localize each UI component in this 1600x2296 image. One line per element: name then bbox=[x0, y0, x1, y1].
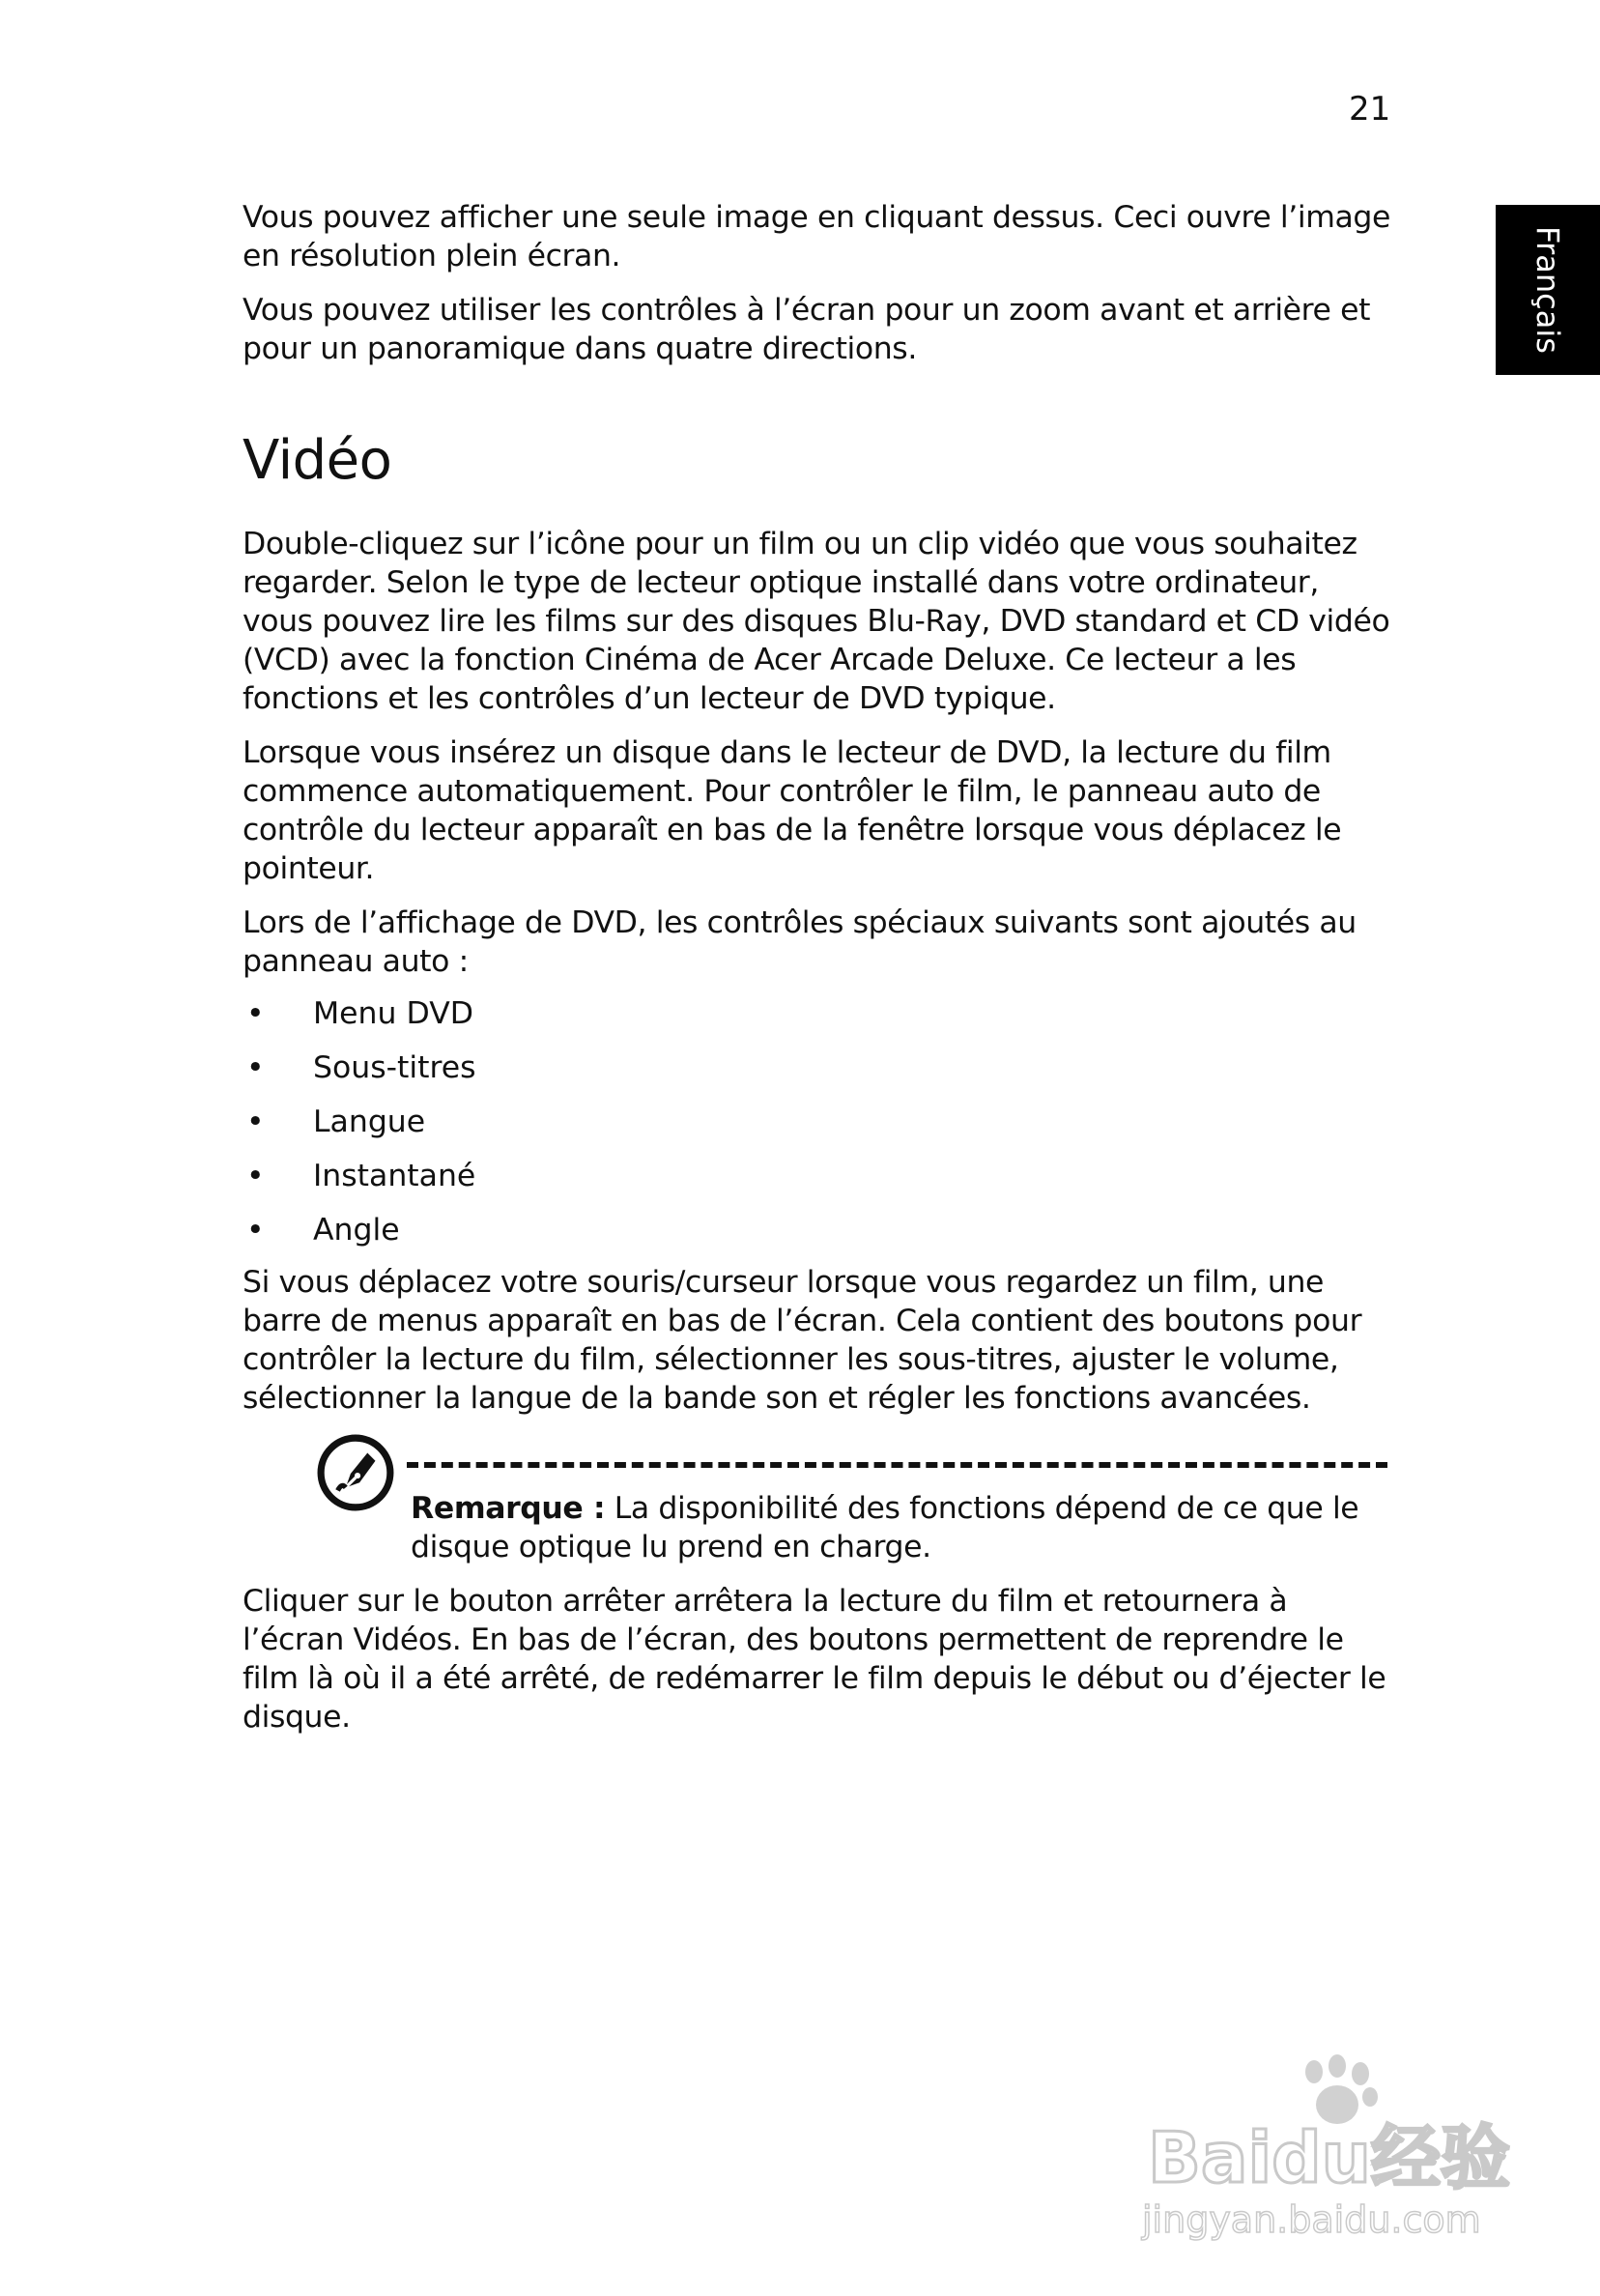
list-item-label: Instantané bbox=[313, 1159, 476, 1193]
language-tab-label: Français bbox=[1529, 226, 1566, 354]
pen-nib-icon bbox=[316, 1433, 395, 1512]
bullet-marker: • bbox=[246, 1105, 265, 1139]
note-box bbox=[243, 1418, 1397, 1582]
intro-paragraph-2: Vous pouvez utiliser les contrôles à l’écran pour un zoom avant et arrière et pour un panoramique dans quatre directions. bbox=[243, 293, 1371, 366]
video-paragraph-1: Double-cliquez sur l’icône pour un film ou un clip vidéo que vous souhaitez regarder. Selon le type de lecteur optique installé dans votre ordinateur, vous pouvez lire les films sur des disques Blu-Ray, DVD standard et CD vidéo (VCD) avec la fonction Cinéma de Acer Arcade Deluxe. Ce lecteur a les fonctions et les contrôles d’un lecteur de DVD typique. bbox=[243, 527, 1390, 716]
watermark-url-text: jingyan.baidu.com bbox=[1142, 2198, 1481, 2241]
bullet-marker: • bbox=[246, 1159, 265, 1193]
list-item bbox=[243, 1157, 1397, 1211]
watermark-logo-text: Baidu经验 bbox=[1148, 2117, 1510, 2198]
note-divider bbox=[407, 1462, 1387, 1468]
video-paragraph-3: Lors de l’affichage de DVD, les contrôles spéciaux suivants sont ajoutés au panneau auto : bbox=[243, 905, 1357, 979]
intro-paragraph-1: Vous pouvez afficher une seule image en cliquant dessus. Ceci ouvre l’image en résolution plein écran. bbox=[243, 200, 1391, 273]
page-number: 21 bbox=[1349, 90, 1391, 129]
section-title: Vidéo bbox=[243, 429, 392, 492]
dvd-controls-list bbox=[243, 994, 1397, 1263]
page-content bbox=[243, 198, 1397, 1736]
note-text bbox=[411, 1489, 1377, 1566]
list-item bbox=[243, 1211, 1397, 1263]
video-paragraph-4: Si vous déplacez votre souris/curseur lorsque vous regardez un film, une barre de menus apparaît en bas de l’écran. Cela contient des boutons pour contrôler la lecture du film, sélectionner les sous-titres, ajuster le volume, sélectionner la langue de la bande son et régler les fonctions avancées. bbox=[243, 1265, 1362, 1416]
bullet-marker: • bbox=[246, 996, 265, 1031]
list-item-label: Sous-titres bbox=[313, 1050, 476, 1085]
video-paragraph-2: Lorsque vous insérez un disque dans le lecteur de DVD, la lecture du film commence automatiquement. Pour contrôler le film, le panneau auto de contrôle du lecteur apparaît en bas de la fenêtre lorsque vous déplacez le pointeur. bbox=[243, 735, 1342, 886]
list-item bbox=[243, 994, 1397, 1048]
video-paragraph-5: Cliquer sur le bouton arrêter arrêtera la lecture du film et retournera à l’écran Vidéos. En bas de l’écran, des boutons permettent de reprendre le film là où il a été arrêté, de redémarrer le film depuis le début ou d’éjecter le disque. bbox=[243, 1584, 1386, 1735]
list-item bbox=[243, 1103, 1397, 1157]
list-item-label: Langue bbox=[313, 1105, 426, 1139]
baidu-watermark-logo bbox=[1129, 2049, 1515, 2242]
note-label: Remarque : bbox=[411, 1491, 606, 1526]
bullet-marker: • bbox=[246, 1213, 265, 1248]
list-item-label: Angle bbox=[313, 1213, 400, 1248]
note-body: La disponibilité des fonctions dépend de ce que le disque optique lu prend en charge. bbox=[411, 1491, 1359, 1564]
bullet-marker: • bbox=[246, 1050, 265, 1085]
list-item bbox=[243, 1048, 1397, 1103]
list-item-label: Menu DVD bbox=[313, 996, 474, 1031]
language-tab bbox=[1496, 205, 1600, 375]
